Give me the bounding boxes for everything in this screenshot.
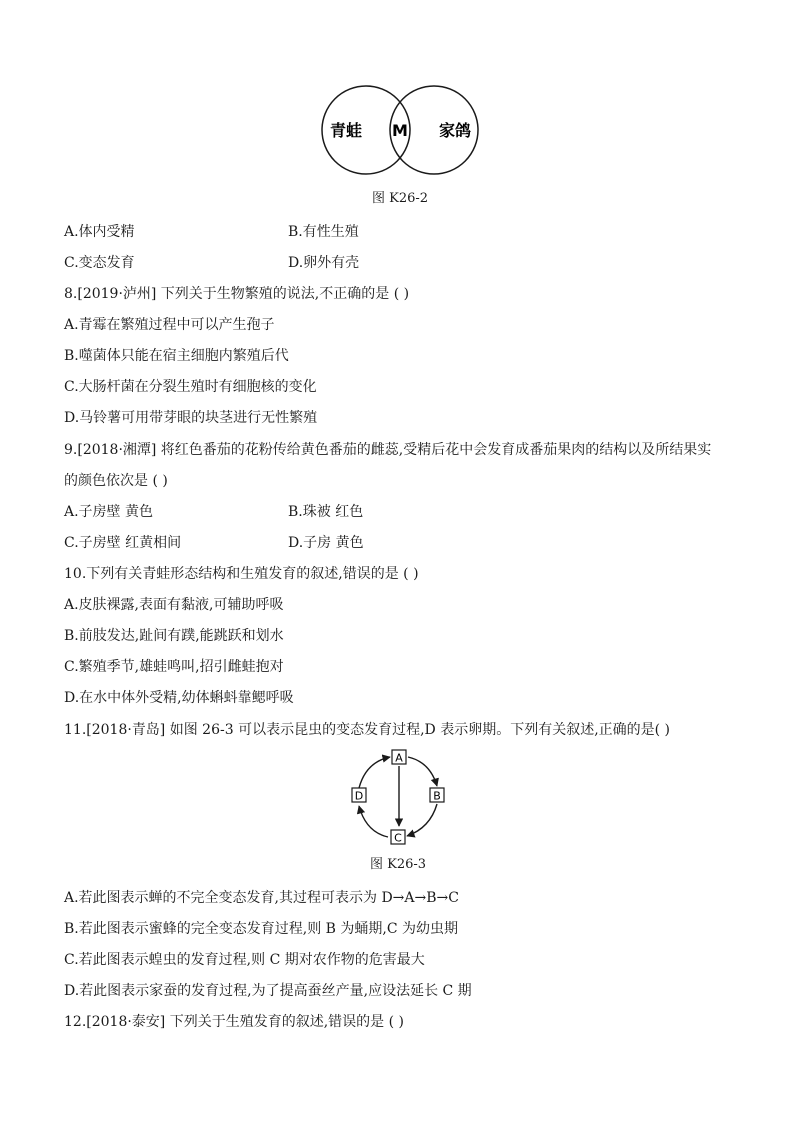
q9-option-c: C.子房壁 红黄相间 (64, 535, 182, 551)
arrow-b-to-c (407, 804, 437, 836)
q9-stem-line2: 的颜色依次是 ( ) (64, 473, 168, 489)
q10-option-b: B.前肢发达,趾间有蹼,能跳跃和划水 (64, 628, 284, 644)
node-a-label: A (395, 751, 403, 765)
node-c-label: C (394, 831, 402, 845)
q11-stem: 11.[2018·青岛] 如图 26-3 可以表示昆虫的变态发育过程,D 表示卵期。下列有关叙述,正确的是( ) (64, 722, 671, 738)
figure-caption-k26-3: 图 K26-3 (370, 857, 427, 872)
q9-stem-line1: 9.[2018·湘潭] 将红色番茄的花粉传给黄色番茄的雌蕊,受精后花中会发育成番茄果肉的结构以及所结果实 (64, 442, 712, 458)
figure-caption-k26-2: 图 K26-2 (372, 191, 429, 206)
q8-option-b: B.噬菌体只能在宿主细胞内繁殖后代 (64, 348, 289, 364)
venn-center-label: M (392, 121, 408, 140)
venn-right-label: 家鸽 (438, 121, 472, 140)
q9-option-b: B.珠被 红色 (288, 504, 364, 520)
venn-left-label: 青蛙 (329, 121, 363, 140)
q10-option-a: A.皮肤裸露,表面有黏液,可辅助呼吸 (64, 597, 284, 613)
q10-option-d: D.在水中体外受精,幼体蝌蚪靠鳃呼吸 (64, 690, 294, 706)
q12-stem: 12.[2018·泰安] 下列关于生殖发育的叙述,错误的是 ( ) (64, 1014, 404, 1030)
node-b-label: B (433, 789, 441, 803)
q10-option-c: C.繁殖季节,雄蛙鸣叫,招引雌蛙抱对 (64, 659, 284, 675)
q8-option-a: A.青霉在繁殖过程中可以产生孢子 (64, 317, 275, 333)
q11-option-a: A.若此图表示蝉的不完全变态发育,其过程可表示为 D→A→B→C (64, 890, 459, 906)
q9-option-a: A.子房壁 黄色 (64, 504, 154, 520)
q10-stem: 10.下列有关青蛙形态结构和生殖发育的叙述,错误的是 ( ) (64, 566, 419, 582)
arrow-d-to-a (359, 757, 390, 788)
q7-option-a: A.体内受精 (64, 224, 135, 240)
q7-option-d: D.卵外有壳 (288, 255, 360, 271)
node-d-label: D (354, 789, 364, 803)
q11-option-c: C.若此图表示蝗虫的发育过程,则 C 期对农作物的危害最大 (64, 952, 425, 968)
q8-option-d: D.马铃薯可用带芽眼的块茎进行无性繁殖 (64, 410, 318, 426)
q8-stem: 8.[2019·泸州] 下列关于生物繁殖的说法,不正确的是 ( ) (64, 286, 410, 302)
q11-option-d: D.若此图表示家蚕的发育过程,为了提高蚕丝产量,应设法延长 C 期 (64, 983, 472, 999)
arrow-c-to-d (359, 806, 388, 837)
venn-diagram (310, 84, 490, 180)
q9-option-d: D.子房 黄色 (288, 535, 364, 551)
q8-option-c: C.大肠杆菌在分裂生殖时有细胞核的变化 (64, 379, 317, 395)
insect-cycle-diagram (340, 746, 460, 850)
arrow-a-to-b (408, 757, 437, 786)
q7-option-b: B.有性生殖 (288, 224, 359, 240)
q11-option-b: B.若此图表示蜜蜂的完全变态发育过程,则 B 为蛹期,C 为幼虫期 (64, 921, 458, 937)
q7-option-c: C.变态发育 (64, 255, 135, 271)
